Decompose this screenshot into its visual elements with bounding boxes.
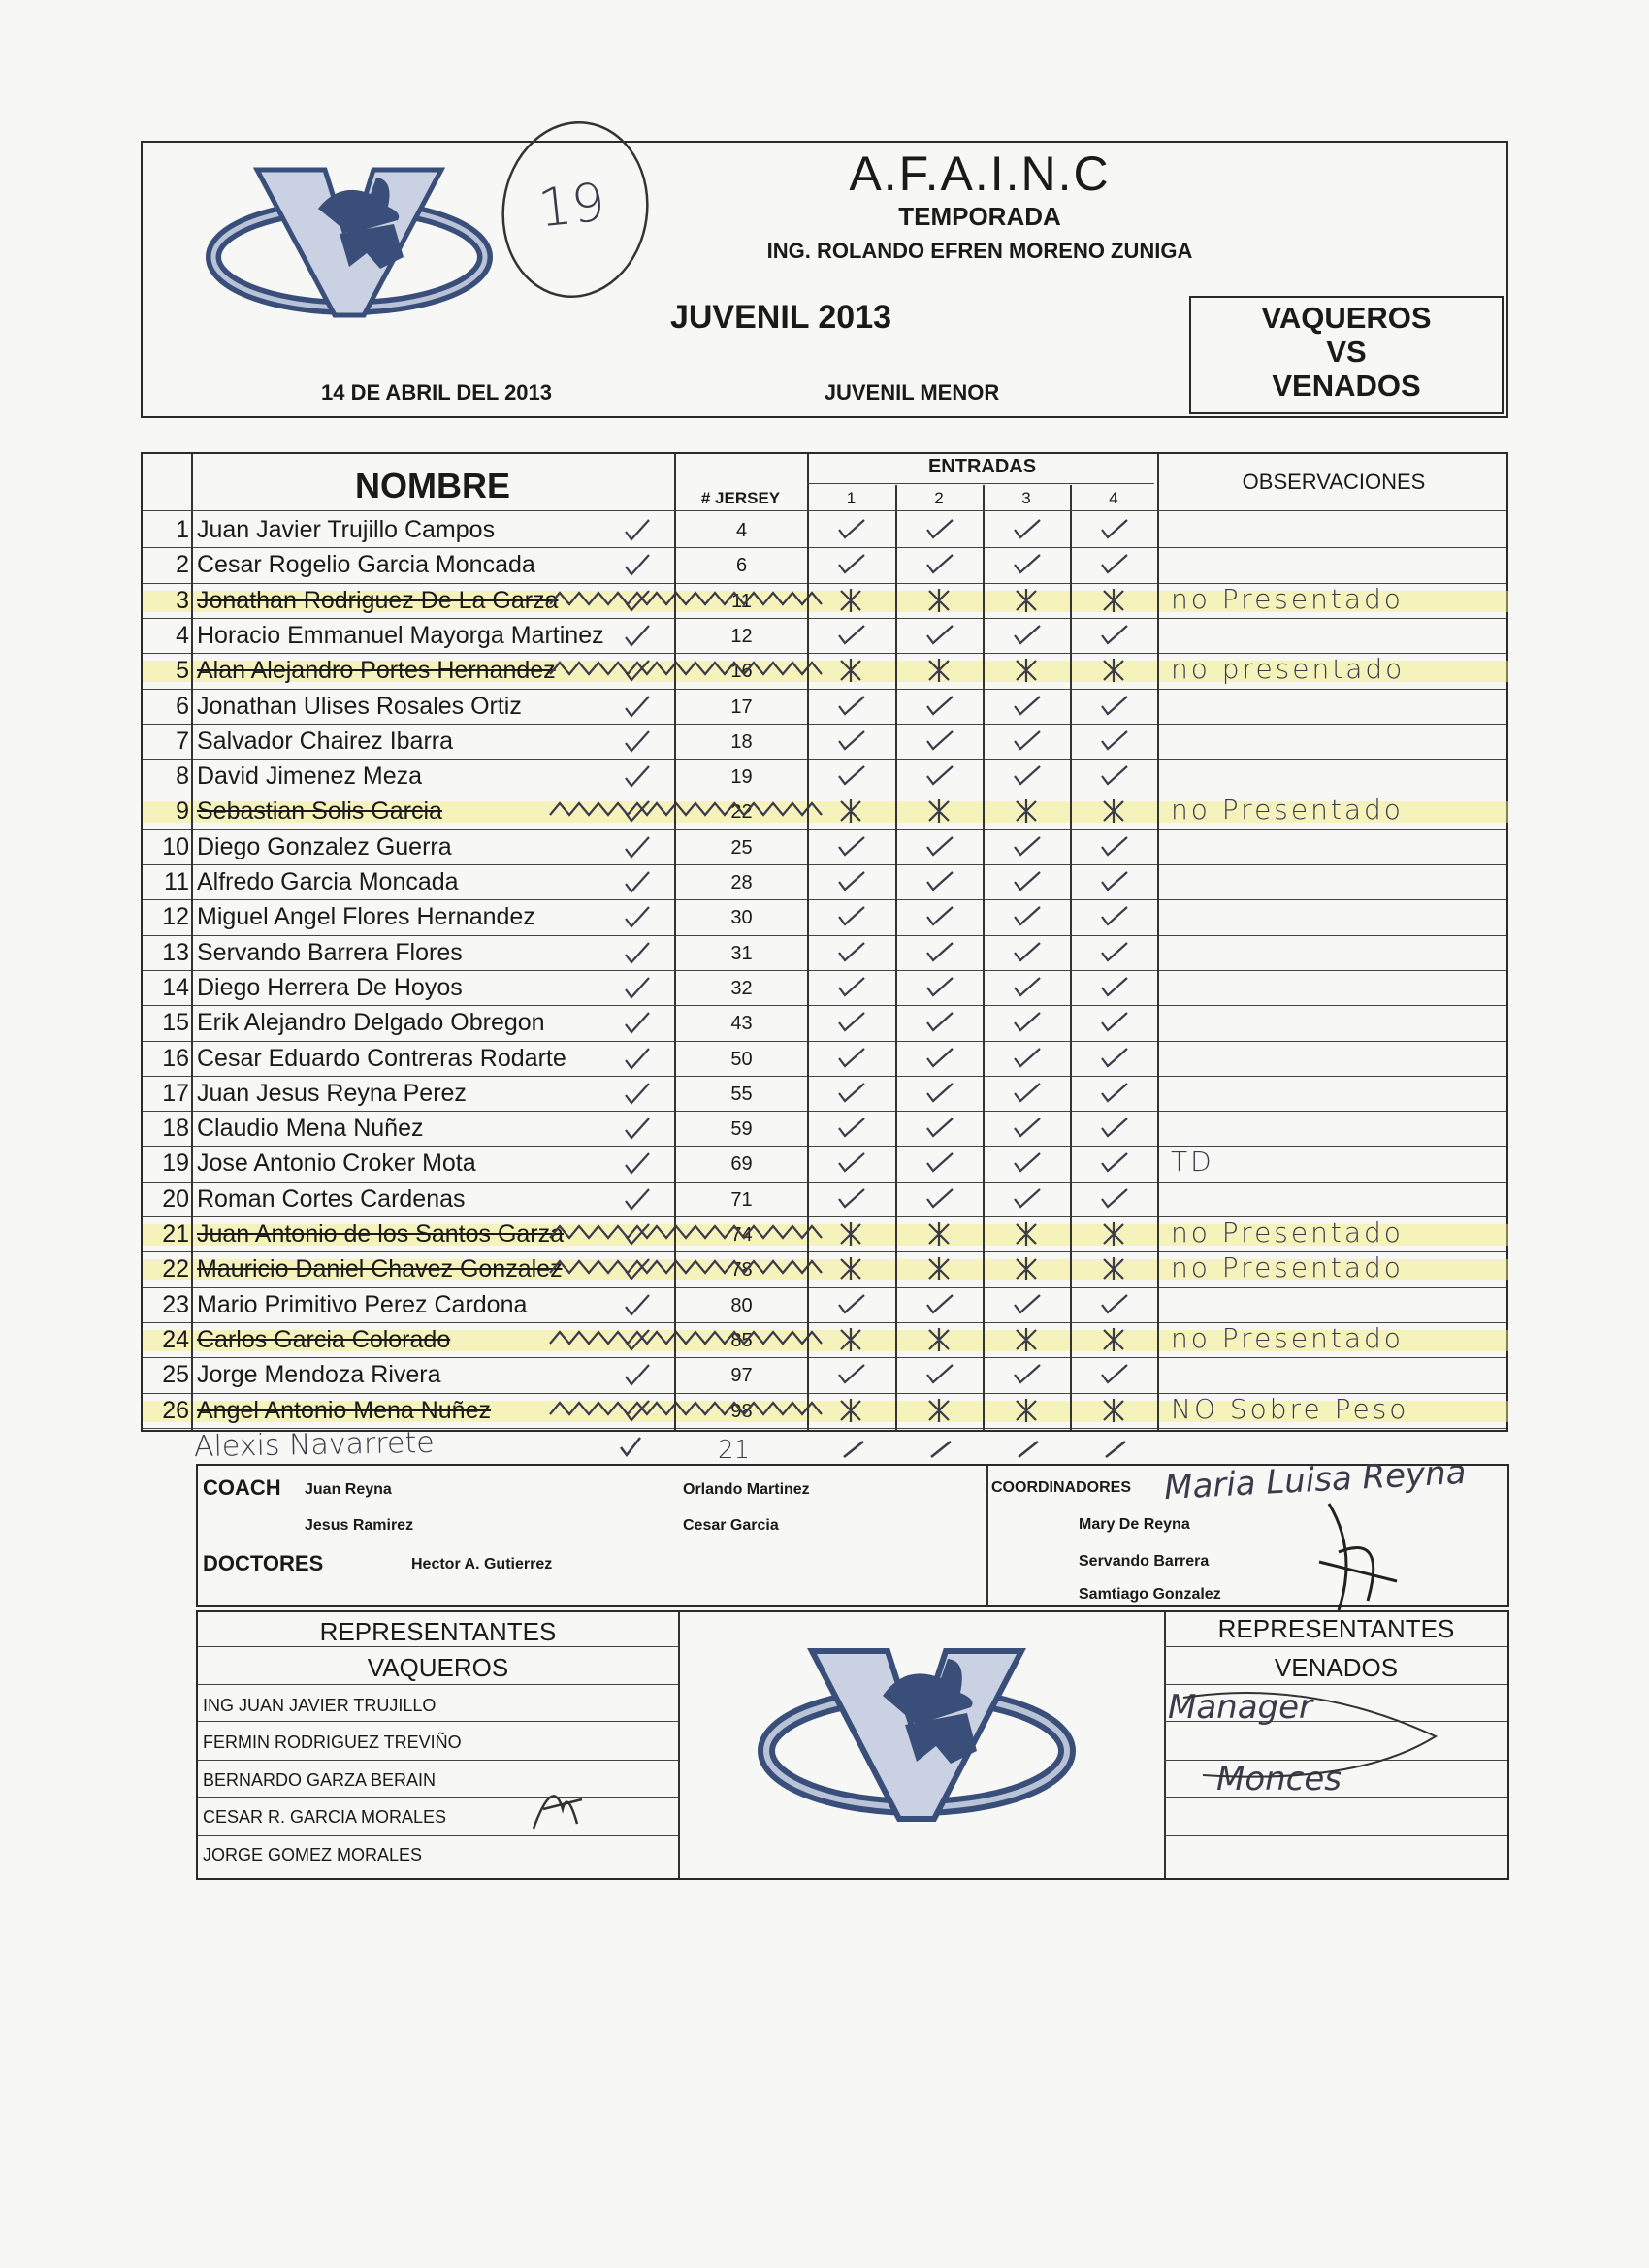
inning-2: 2 xyxy=(934,489,944,507)
player-jersey: 71 xyxy=(730,1188,753,1211)
col-header-innings: ENTRADAS xyxy=(927,456,1037,477)
reps-right-team: VENADOS xyxy=(1274,1653,1399,1682)
player-name: Salvador Chairez Ibarra xyxy=(197,727,454,755)
player-name: Alfredo Garcia Moncada xyxy=(197,868,459,895)
col-header-name: NOMBRE xyxy=(355,466,510,505)
player-name: Mario Primitivo Perez Cardona xyxy=(197,1290,528,1318)
player-name: David Jimenez Meza xyxy=(197,762,423,791)
player-jersey: 98 xyxy=(730,1400,753,1422)
coach-4: Cesar Garcia xyxy=(683,1517,779,1534)
extra-player-name: Alexis Navarrete xyxy=(193,1425,435,1465)
row-absent-marks xyxy=(143,1393,1510,1429)
rep-right-scribble xyxy=(1164,1678,1455,1814)
player-name: Juan Jesus Reyna Perez xyxy=(197,1079,467,1107)
row-attendance-marks xyxy=(143,1076,1510,1112)
row-number: 14 xyxy=(162,973,189,1001)
reps-left-team: VAQUEROS xyxy=(367,1653,509,1682)
inning-3: 3 xyxy=(1021,489,1031,507)
row-attendance-marks xyxy=(143,1182,1510,1217)
rep-right-signature-1: Manager xyxy=(1168,1688,1313,1727)
row-attendance-marks xyxy=(143,618,1510,654)
coordinator-3: Samtiago Gonzalez xyxy=(1079,1586,1221,1603)
away-team: VENADOS xyxy=(1272,369,1421,403)
row-number: 13 xyxy=(162,938,189,966)
player-observation: no Presentado xyxy=(1171,1321,1404,1354)
player-jersey: 25 xyxy=(730,836,753,859)
row-number: 5 xyxy=(176,657,189,685)
player-name: Mauricio Daniel Chavez Gonzalez xyxy=(197,1255,563,1283)
coordinator-signature: Maria Luisa Reyna xyxy=(1163,1452,1468,1508)
row-attendance-marks xyxy=(143,1005,1510,1041)
player-jersey: 31 xyxy=(730,942,753,964)
player-jersey: 32 xyxy=(730,977,753,999)
reps-right-title: REPRESENTANTES xyxy=(1217,1614,1455,1643)
row-number: 23 xyxy=(162,1290,189,1318)
home-team: VAQUEROS xyxy=(1261,301,1432,335)
coach-3: Orlando Martinez xyxy=(683,1481,810,1498)
vs-label: VS xyxy=(1326,335,1367,369)
player-observation: no Presentado xyxy=(1171,794,1404,826)
row-attendance-marks xyxy=(143,1287,1510,1323)
player-jersey: 50 xyxy=(730,1048,753,1070)
player-jersey: 74 xyxy=(730,1224,753,1246)
extra-row-checks xyxy=(611,1434,1154,1463)
player-jersey: 80 xyxy=(730,1294,753,1316)
player-name: Carlos Garcia Colorado xyxy=(197,1325,451,1353)
player-jersey: 12 xyxy=(730,625,753,647)
rep-left-5: JORGE GOMEZ MORALES xyxy=(203,1845,423,1864)
row-number: 10 xyxy=(162,832,189,860)
league-title: A.F.A.I.N.C xyxy=(849,146,1111,201)
player-observation: no Presentado xyxy=(1171,582,1404,615)
player-name: Jose Antonio Croker Mota xyxy=(197,1150,476,1178)
row-attendance-marks xyxy=(143,864,1510,900)
row-number: 8 xyxy=(176,762,189,791)
player-jersey: 59 xyxy=(730,1118,753,1141)
player-observation: TD xyxy=(1171,1146,1214,1179)
row-number: 4 xyxy=(176,621,189,649)
player-observation: no Presentado xyxy=(1171,1251,1404,1284)
doctors-label: DOCTORES xyxy=(203,1551,324,1575)
player-name: Erik Alejandro Delgado Obregon xyxy=(197,1009,545,1037)
row-number: 26 xyxy=(162,1396,189,1424)
player-jersey: 85 xyxy=(730,1329,753,1351)
season-label: TEMPORADA xyxy=(898,202,1061,231)
player-observation: NO Sobre Peso xyxy=(1171,1392,1409,1425)
rep-left-3: BERNARDO GARZA BERAIN xyxy=(203,1770,436,1790)
player-name: Cesar Eduardo Contreras Rodarte xyxy=(197,1044,566,1072)
row-number: 6 xyxy=(176,692,189,720)
rep-right-signature-2: Monces xyxy=(1216,1760,1342,1798)
row-number: 7 xyxy=(176,727,189,755)
player-name: Diego Gonzalez Guerra xyxy=(197,832,452,860)
row-absent-marks xyxy=(143,794,1510,829)
row-number: 11 xyxy=(164,868,189,895)
row-absent-marks xyxy=(143,1251,1510,1287)
inning-4: 4 xyxy=(1109,489,1118,507)
extra-player-jersey: 21 xyxy=(718,1436,751,1465)
doctor-name: Hector A. Gutierrez xyxy=(411,1556,553,1572)
row-attendance-marks xyxy=(143,759,1510,794)
player-name: Diego Herrera De Hoyos xyxy=(197,973,463,1001)
player-name: Jonathan Rodriguez De La Garza xyxy=(197,586,559,614)
player-name: Juan Antonio de los Santos Garza xyxy=(197,1220,565,1247)
player-name: Jonathan Ulises Rosales Ortiz xyxy=(197,692,522,720)
player-name: Claudio Mena Nuñez xyxy=(197,1115,424,1143)
player-jersey: 97 xyxy=(730,1365,753,1387)
player-jersey: 19 xyxy=(730,766,753,789)
row-attendance-marks xyxy=(143,1111,1510,1147)
row-number: 16 xyxy=(162,1044,189,1072)
row-attendance-marks xyxy=(143,899,1510,935)
row-number: 24 xyxy=(162,1325,189,1353)
rep-signature-mark xyxy=(524,1770,592,1838)
category-label: JUVENIL 2013 xyxy=(669,299,892,336)
row-number: 12 xyxy=(162,903,189,931)
inning-1: 1 xyxy=(846,489,857,507)
player-jersey: 18 xyxy=(730,730,753,753)
coach-2: Jesus Ramirez xyxy=(305,1517,414,1534)
coordinator-signature-mark xyxy=(1300,1494,1416,1620)
row-attendance-marks xyxy=(143,512,1510,548)
row-attendance-marks xyxy=(143,1357,1510,1393)
row-absent-marks xyxy=(143,653,1510,689)
player-name: Jorge Mendoza Rivera xyxy=(197,1361,441,1389)
player-jersey: 11 xyxy=(731,590,752,612)
row-number: 22 xyxy=(162,1255,189,1283)
coordinators-label: COORDINADORES xyxy=(991,1479,1132,1496)
row-number: 3 xyxy=(176,586,189,614)
rep-left-4: CESAR R. GARCIA MORALES xyxy=(203,1807,447,1827)
player-name: Sebastian Solis Garcia xyxy=(197,797,442,826)
player-jersey: 78 xyxy=(730,1259,753,1281)
row-number: 1 xyxy=(176,516,189,543)
player-jersey: 22 xyxy=(730,801,753,824)
row-number: 19 xyxy=(162,1150,189,1178)
col-header-jersey: # JERSEY xyxy=(700,489,781,507)
row-number: 9 xyxy=(176,797,189,826)
row-attendance-marks xyxy=(143,689,1510,725)
player-name: Cesar Rogelio Garcia Moncada xyxy=(197,551,535,579)
coordinator-1: Mary De Reyna xyxy=(1079,1516,1190,1533)
row-number: 21 xyxy=(162,1220,189,1247)
player-name: Angel Antonio Mena Nuñez xyxy=(197,1396,491,1424)
player-jersey: 17 xyxy=(730,696,753,718)
row-absent-marks xyxy=(143,1216,1510,1252)
row-attendance-marks xyxy=(143,1041,1510,1077)
player-jersey: 43 xyxy=(730,1013,753,1035)
player-name: Horacio Emmanuel Mayorga Martinez xyxy=(197,621,604,649)
row-number: 15 xyxy=(162,1009,189,1037)
player-name: Juan Javier Trujillo Campos xyxy=(197,516,496,543)
row-attendance-marks xyxy=(143,970,1510,1006)
reps-left-title: REPRESENTANTES xyxy=(319,1617,557,1646)
roster-table xyxy=(141,452,1508,1432)
rep-left-1: ING JUAN JAVIER TRUJILLO xyxy=(203,1696,436,1715)
coach-label: COACH xyxy=(203,1475,281,1500)
player-jersey: 55 xyxy=(730,1083,753,1105)
coach-1: Juan Reyna xyxy=(305,1481,392,1498)
game-date: 14 DE ABRIL DEL 2013 xyxy=(320,380,553,405)
col-header-observations: OBSERVACIONES xyxy=(1242,470,1426,494)
player-name: Servando Barrera Flores xyxy=(197,938,463,966)
coordinator-2: Servando Barrera xyxy=(1079,1553,1210,1570)
director-name: ING. ROLANDO EFREN MORENO ZUNIGA xyxy=(766,239,1193,263)
player-jersey: 30 xyxy=(730,907,753,929)
vaqueros-logo-bottom xyxy=(752,1639,1082,1824)
player-jersey: 69 xyxy=(730,1153,753,1176)
row-absent-marks xyxy=(143,1322,1510,1358)
player-name: Roman Cortes Cardenas xyxy=(197,1184,466,1213)
row-number: 25 xyxy=(162,1361,189,1389)
row-attendance-marks xyxy=(143,724,1510,760)
player-observation: no presentado xyxy=(1171,653,1406,686)
game-number: 19 xyxy=(534,171,608,240)
division-label: JUVENIL MENOR xyxy=(824,380,1000,405)
player-name: Alan Alejandro Portes Hernandez xyxy=(197,657,556,685)
row-attendance-marks xyxy=(143,1146,1510,1182)
player-observation: no Presentado xyxy=(1171,1216,1404,1248)
row-number: 17 xyxy=(162,1079,189,1107)
player-jersey: 28 xyxy=(730,872,753,893)
player-jersey: 6 xyxy=(735,555,748,577)
row-attendance-marks xyxy=(143,935,1510,971)
player-jersey: 16 xyxy=(730,661,753,683)
row-absent-marks xyxy=(143,583,1510,619)
matchup-box xyxy=(1189,296,1504,414)
row-attendance-marks xyxy=(143,829,1510,865)
rep-left-2: FERMIN RODRIGUEZ TREVIÑO xyxy=(203,1733,462,1752)
row-number: 18 xyxy=(162,1115,189,1143)
player-name: Miguel Angel Flores Hernandez xyxy=(197,903,535,931)
player-jersey: 4 xyxy=(735,520,748,541)
vaqueros-logo xyxy=(204,160,504,320)
row-number: 20 xyxy=(162,1184,189,1213)
row-attendance-marks xyxy=(143,547,1510,583)
row-number: 2 xyxy=(176,551,189,579)
